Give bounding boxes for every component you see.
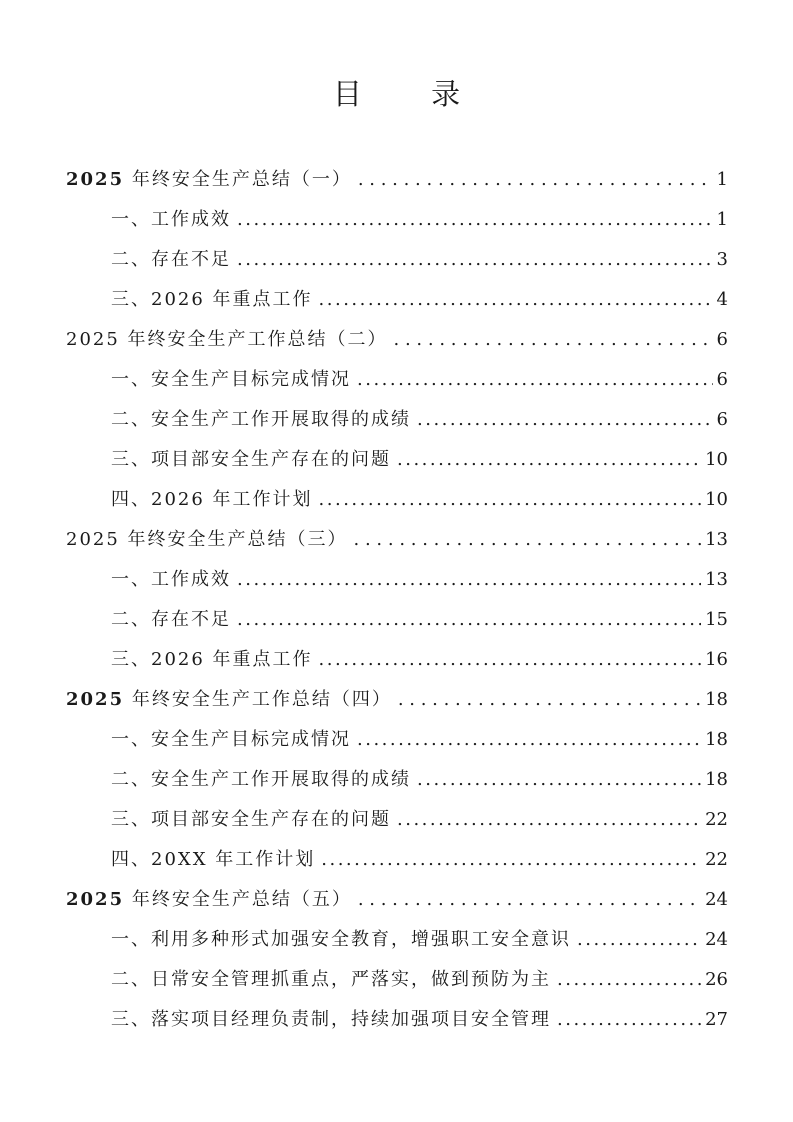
toc-entry[interactable] (66, 320, 728, 360)
toc-entry-year: 2025 (66, 889, 125, 910)
toc-page-number: 10 (705, 449, 728, 470)
toc-entry[interactable] (66, 240, 728, 280)
toc-entry-year: 2025 (66, 529, 120, 550)
dot-leader (398, 680, 701, 720)
toc-page-number: 1 (716, 169, 728, 190)
toc-entry-title (111, 920, 571, 960)
dot-leader (237, 240, 713, 280)
toc-entry[interactable] (66, 360, 728, 400)
toc-entry-label: 年终安全生产总结（五） (131, 889, 352, 910)
toc-page-number: 4 (716, 289, 728, 310)
toc-page-number: 18 (705, 769, 728, 790)
toc-entry-label: 三、项目部安全生产存在的问题 (111, 449, 391, 470)
toc-entry-title (111, 800, 391, 840)
toc-entry[interactable] (66, 920, 728, 960)
toc-entry-title (66, 880, 352, 920)
toc-entry-title (111, 360, 351, 400)
toc-title: 目 录 (332, 77, 491, 111)
toc-entry[interactable] (66, 480, 728, 520)
toc-entry[interactable] (66, 280, 728, 320)
toc-page-number: 6 (716, 369, 728, 390)
toc-entry-label: 年终安全生产总结（三） (127, 529, 348, 550)
toc-entry-label: 三、2026 年重点工作 (111, 289, 313, 310)
toc-entry-title (66, 160, 352, 200)
dot-leader (557, 960, 701, 1000)
toc-entry[interactable] (66, 520, 728, 560)
dot-leader (394, 320, 713, 360)
dot-leader (357, 360, 713, 400)
dot-leader (417, 400, 713, 440)
toc-entry[interactable] (66, 160, 728, 200)
dot-leader (577, 920, 701, 960)
toc-entry-year: 2025 (66, 169, 125, 190)
toc-page-number: 13 (705, 529, 728, 550)
dot-leader (397, 440, 701, 480)
table-of-contents (66, 160, 728, 1040)
toc-entry[interactable] (66, 800, 728, 840)
dot-leader (237, 600, 701, 640)
toc-entry-label: 二、存在不足 (111, 249, 231, 270)
toc-entry-label: 四、20XX 年工作计划 (111, 849, 316, 870)
toc-entry-title (111, 840, 315, 880)
toc-entry-title (111, 560, 231, 600)
toc-entry-title (66, 320, 388, 360)
dot-leader (319, 480, 702, 520)
toc-entry-label: 三、2026 年重点工作 (111, 649, 313, 670)
toc-entry[interactable] (66, 400, 728, 440)
toc-entry-label: 年终安全生产总结（一） (131, 169, 352, 190)
toc-page-number: 13 (705, 569, 728, 590)
dot-leader (354, 520, 702, 560)
toc-page-number: 27 (705, 1009, 728, 1030)
toc-entry[interactable] (66, 600, 728, 640)
toc-entry-title (111, 280, 313, 320)
toc-entry[interactable] (66, 640, 728, 680)
toc-entry-label: 年终安全生产工作总结（二） (127, 329, 388, 350)
toc-page-number: 15 (705, 609, 728, 630)
toc-entry-label: 一、利用多种形式加强安全教育，增强职工安全意识 (111, 929, 571, 950)
dot-leader (358, 880, 701, 920)
dot-leader (397, 800, 701, 840)
toc-page-number: 18 (705, 729, 728, 750)
toc-entry-title (111, 400, 411, 440)
toc-entry-label: 三、落实项目经理负责制，持续加强项目安全管理 (111, 1009, 551, 1030)
toc-entry-title (111, 640, 313, 680)
toc-entry-title (66, 680, 392, 720)
toc-page-number: 18 (705, 689, 728, 710)
dot-leader (319, 280, 713, 320)
toc-entry-title (111, 440, 391, 480)
toc-entry-label: 一、工作成效 (111, 569, 231, 590)
toc-entry-label: 二、安全生产工作开展取得的成绩 (111, 769, 411, 790)
dot-leader (321, 840, 701, 880)
toc-entry-title (111, 600, 231, 640)
toc-entry[interactable] (66, 440, 728, 480)
toc-entry-title (111, 720, 351, 760)
dot-leader (557, 1000, 701, 1040)
toc-entry[interactable] (66, 720, 728, 760)
toc-entry[interactable] (66, 840, 728, 880)
toc-page-number: 22 (705, 809, 728, 830)
toc-entry[interactable] (66, 880, 728, 920)
toc-entry-title (66, 520, 348, 560)
toc-entry-label: 二、日常安全管理抓重点，严落实，做到预防为主 (111, 969, 551, 990)
dot-leader (237, 200, 713, 240)
toc-entry-label: 四、2026 年工作计划 (111, 489, 313, 510)
toc-page-number: 6 (716, 329, 728, 350)
toc-entry-year: 2025 (66, 689, 125, 710)
toc-entry[interactable] (66, 560, 728, 600)
toc-page-number: 1 (716, 209, 728, 230)
toc-entry-label: 二、安全生产工作开展取得的成绩 (111, 409, 411, 430)
dot-leader (319, 640, 702, 680)
toc-entry[interactable] (66, 760, 728, 800)
dot-leader (237, 560, 701, 600)
toc-entry-title (111, 240, 231, 280)
toc-page-number: 22 (705, 849, 728, 870)
toc-entry[interactable] (66, 200, 728, 240)
toc-entry-title (111, 200, 231, 240)
dot-leader (357, 720, 701, 760)
toc-page-number: 24 (705, 929, 728, 950)
toc-page-number: 3 (716, 249, 728, 270)
toc-entry-title (111, 960, 551, 1000)
dot-leader (358, 160, 713, 200)
toc-page-number: 10 (705, 489, 728, 510)
toc-entry[interactable] (66, 680, 728, 720)
toc-page-number: 16 (705, 649, 728, 670)
toc-page-number: 24 (705, 889, 728, 910)
toc-page-number: 26 (705, 969, 728, 990)
toc-entry-year: 2025 (66, 329, 120, 350)
toc-page-number: 6 (716, 409, 728, 430)
toc-entry-label: 年终安全生产工作总结（四） (131, 689, 392, 710)
toc-entry-label: 一、工作成效 (111, 209, 231, 230)
toc-entry-label: 一、安全生产目标完成情况 (111, 369, 351, 390)
toc-entry-label: 二、存在不足 (111, 609, 231, 630)
dot-leader (417, 760, 701, 800)
toc-entry[interactable] (66, 960, 728, 1000)
toc-entry-title (111, 1000, 551, 1040)
toc-entry-title (111, 480, 313, 520)
toc-entry-label: 三、项目部安全生产存在的问题 (111, 809, 391, 830)
toc-entry-title (111, 760, 411, 800)
toc-entry-label: 一、安全生产目标完成情况 (111, 729, 351, 750)
toc-entry[interactable] (66, 1000, 728, 1040)
